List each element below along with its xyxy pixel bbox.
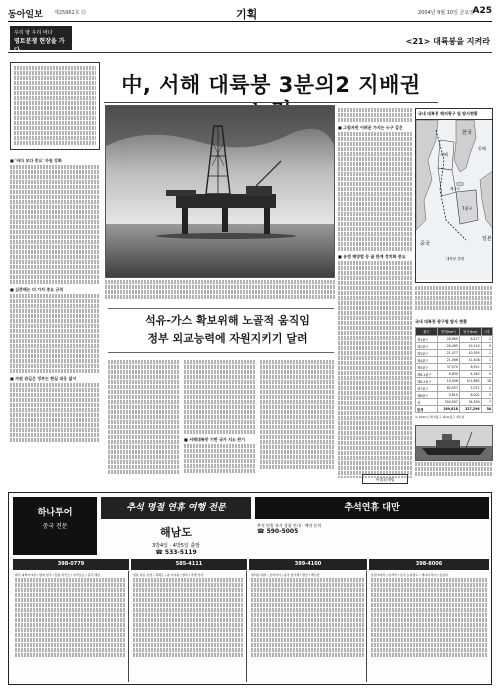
table-cell: 제6-2광구: [416, 378, 438, 385]
ad-feature: [101, 521, 251, 555]
pull-quote: [120, 312, 335, 348]
table-cell: 6,477: [459, 336, 481, 343]
table-row: [416, 378, 493, 385]
ad-listing: [249, 571, 367, 682]
advertisement-block: [8, 492, 492, 685]
jeju-island: [456, 182, 464, 186]
subhead: ■ 유엔 해양법 등 끝 한계 정치화 중요: [338, 254, 406, 259]
table-cell: 7: [481, 399, 492, 406]
ad-phone-bar: 398-8006: [369, 559, 489, 570]
photo-caption: [105, 280, 335, 300]
map-label: 7광구: [462, 206, 473, 211]
table-cell: 101,663: [459, 378, 481, 385]
table-row: [416, 371, 493, 378]
table-cell: 26,660: [437, 336, 459, 343]
table-header: 광구: [416, 328, 438, 336]
ad-listing-text: 일본 큐슈 온천 / 북해도 / 괌 사이판 / 발리 / 푸켓 특가: [133, 573, 204, 577]
ad-phone: ☎ 590-5005: [257, 528, 299, 535]
table-cell: 1: [481, 364, 492, 371]
map-label: 한국: [462, 130, 472, 136]
table-cell: 제7광구: [416, 385, 438, 392]
table-cell: 21,477: [437, 350, 459, 357]
body-column: [108, 360, 180, 480]
body-column: [260, 360, 334, 480]
masthead: [8, 6, 492, 22]
pull-quote-line2: 정부 외교능력에 자원지키기 달려: [147, 332, 308, 345]
byline: 특별취재팀: [362, 474, 408, 484]
ad-brand-tagline: 중국 전문: [42, 523, 68, 530]
subhead: ■ 심층해는 더 가치 중요 규칙: [10, 287, 64, 292]
ad-listing-text: 태국 파타야 5일 / 방콕 일주 / 홍콩 마카오 / 싱가포르 / 중국 계림: [15, 573, 101, 577]
table-cell: 8,002: [459, 392, 481, 399]
table-header-row: [416, 328, 493, 336]
table-header: 시추: [481, 328, 492, 336]
headline-divider: [104, 102, 438, 103]
table-cell: 제5광구: [416, 364, 438, 371]
table-row: [416, 357, 493, 364]
quote-divider-bottom: [108, 352, 334, 353]
table-cell: 227,296: [459, 406, 481, 413]
table-cell: 38: [481, 406, 492, 413]
table-cell: 0: [481, 371, 492, 378]
table-header: 면적(km²): [437, 328, 459, 336]
table-cell: 1: [481, 357, 492, 364]
map-label: 서해: [440, 152, 448, 157]
subhead: ■ 자원 관길은 정부는 현실 대응 없어: [10, 376, 77, 381]
map-title: 국내 대륙붕 해저광구 및 탐사현황: [416, 109, 492, 120]
series-kicker-line1: 우리 땅 우리 바다: [14, 30, 53, 36]
subhead: ■ 서해대륙붕 기반 국가 지소 완기: [184, 437, 245, 442]
left-column: [10, 155, 100, 455]
data-table: [415, 327, 493, 413]
table-cell: 6,911: [459, 364, 481, 371]
table-row: [416, 406, 493, 413]
map-label: 대륙붕 경계: [446, 257, 465, 261]
table-cell: 10,508: [437, 378, 459, 385]
map-label: 일본: [482, 236, 492, 242]
table-row: [416, 399, 493, 406]
ad-listing: [131, 571, 247, 682]
table-cell: 제6-1광구: [416, 371, 438, 378]
ad-phone-bar: 398-0779: [13, 559, 129, 570]
table-cell: 제2광구: [416, 343, 438, 350]
series-tag: <21> 대륙붕을 지켜라: [405, 37, 490, 46]
table-cell: 5,071: [459, 385, 481, 392]
paper-name: 동아일보: [8, 10, 43, 20]
table-title: 국내 대륙붕 광구별 탐사 현황: [415, 319, 467, 324]
ad-phone: ☎ 533-5119: [155, 549, 197, 556]
table-cell: 82,557: [437, 385, 459, 392]
table-cell: 300,507: [437, 399, 459, 406]
intro-box: [10, 62, 100, 150]
table-cell: 9,810: [437, 392, 459, 399]
table-cell: 11,408: [459, 357, 481, 364]
table-cell: 21,066: [437, 357, 459, 364]
exploration-ship-photo: [415, 425, 493, 461]
table-header: 탐사(km): [459, 328, 481, 336]
ad-phone-bar: 399-4100: [249, 559, 367, 570]
continental-shelf-map: [415, 108, 493, 283]
table-row: [416, 343, 493, 350]
table-cell: 합계: [416, 406, 438, 413]
section-title: 기획: [236, 8, 258, 21]
series-divider: [8, 52, 492, 53]
ad-phone-bar: 585-4111: [131, 559, 247, 570]
map-caption: [415, 286, 493, 316]
ad-brand-name: 하나투어: [37, 508, 73, 518]
ad-banner-right: 추석연휴 대만: [255, 497, 489, 519]
publication-date: 2004년 9월 10일 금요일: [417, 10, 474, 16]
series-kicker-line2: 영토분쟁 현장을 가다: [14, 38, 65, 54]
table-cell: 10,395: [459, 350, 481, 357]
table-cell: 제4광구: [416, 357, 438, 364]
map-label: 중국: [420, 241, 430, 247]
ad-listing-text: 유럽 5개국 / 미서부 / 호주 뉴질랜드 / 캐나다 록키 / 동남아: [371, 573, 449, 577]
ad-listing: [369, 571, 489, 682]
ad-listing: [13, 571, 129, 682]
table-cell: 6,830: [437, 371, 459, 378]
ad-listing-text: 필리핀 세부 / 보라카이 / 중국 장가계 / 황산 / 백두산: [251, 573, 320, 577]
quote-divider-top: [108, 308, 334, 309]
series-kicker: [10, 26, 72, 54]
table-cell: 37,570: [437, 364, 459, 371]
ad-brand-box: [13, 497, 97, 555]
pull-quote-line1: 석유-가스 확보위해 노골적 움직임: [145, 314, 310, 327]
ad-feature-title: 해남도: [160, 526, 192, 539]
table-cell: 1: [481, 336, 492, 343]
exploration-table: [415, 318, 493, 418]
table-cell: 계: [416, 399, 438, 406]
ship-caption: [415, 462, 493, 482]
ad-right-text: 추석 연휴 특가 상품 안내 · 예약 문의: [257, 523, 322, 528]
map-label: 동해: [478, 146, 486, 151]
table-cell: 제3광구: [416, 350, 438, 357]
oil-rig-photo: [105, 105, 335, 278]
table-row: [416, 364, 493, 371]
table-cell: 19,114: [459, 343, 481, 350]
body-column: [184, 360, 256, 480]
table-cell: 26,465: [437, 343, 459, 350]
headline: 中, 서해 대륙붕 3분의2 지배권: [121, 73, 421, 97]
table-row: [416, 385, 493, 392]
table-cell: 269,818: [437, 406, 459, 413]
table-cell: 18: [481, 378, 492, 385]
page-number: A25: [472, 6, 492, 16]
ad-right-copy: [255, 521, 489, 555]
table-cell: 3: [481, 392, 492, 399]
subhead: ■ 그림자만 어려운 가지는 누구 같은: [338, 125, 403, 130]
table-note: ※ 1990년 해저광구 제10광구 재분할: [415, 415, 465, 419]
table-cell: 2: [481, 385, 492, 392]
table-cell: 1: [481, 350, 492, 357]
table-cell: 제1광구: [416, 336, 438, 343]
table-cell: 34,590: [459, 399, 481, 406]
table-cell: 제8광구: [416, 392, 438, 399]
table-row: [416, 350, 493, 357]
ad-banner-left: 추석 명절 연휴 여행 전문: [101, 497, 251, 519]
middle-column: [338, 108, 412, 478]
table-cell: 4,540: [459, 371, 481, 378]
table-cell: 9: [481, 343, 492, 350]
subhead: ■ '바다 보다 풍요' 자원 강화: [10, 158, 62, 163]
map-label: 제주도: [450, 187, 461, 191]
ad-feature-sub: 3박4일 · 4박5일 출발: [151, 543, 201, 549]
table-row: [416, 392, 493, 399]
issue-number: 제25962호 ⑮: [54, 10, 87, 16]
table-row: [416, 336, 493, 343]
